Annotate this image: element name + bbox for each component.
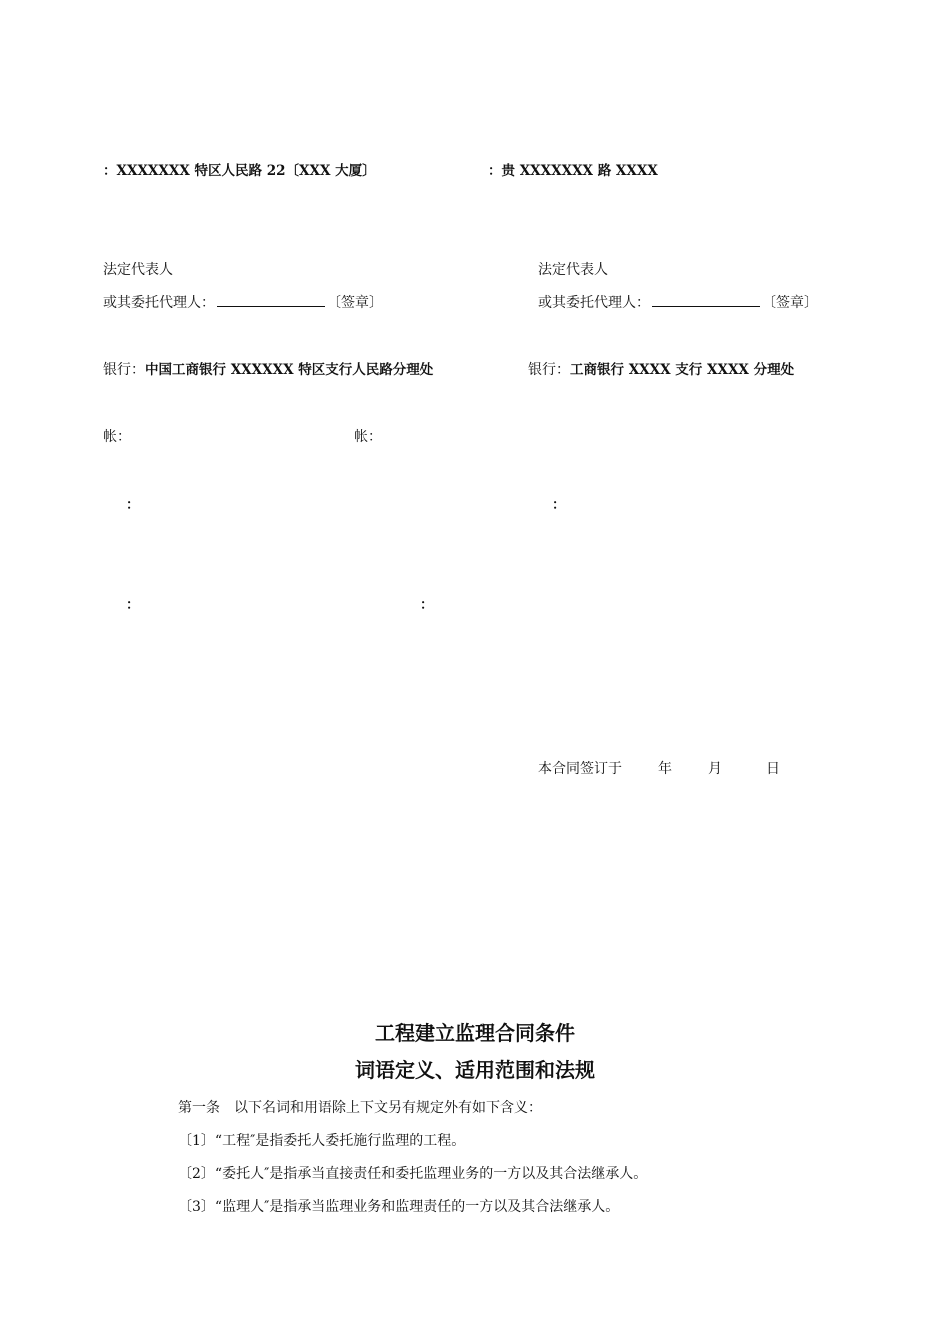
- signing-date-line: [538, 760, 780, 778]
- left-signature-blank: [217, 294, 325, 307]
- section-subtitle: 词语定义、适用范围和法规: [355, 1058, 595, 1082]
- signing-date-prefix: 本合同签订于: [538, 761, 622, 777]
- section-title: 工程建立监理合同条件: [375, 1021, 575, 1045]
- article-1-intro: 第一条 以下名词和用语除上下文另有规定外有如下含义：: [178, 1100, 542, 1116]
- left-bank-line: [103, 361, 433, 379]
- right-seal-label: 〔签章〕: [762, 295, 818, 311]
- definition-item: 〔1〕“工程″是指委托人委托施行监理的工程。: [178, 1133, 466, 1149]
- client-address: ：XXXXXXX 特区人民路 22〔XXX 大厦〕: [103, 163, 376, 179]
- colon-marker: ：: [126, 597, 140, 613]
- colon-marker: ：: [420, 597, 434, 613]
- right-agent-line: [538, 294, 818, 312]
- left-account-label: 帐：: [103, 429, 131, 445]
- right-bank-label: 银行：: [528, 362, 570, 378]
- supervisor-address: ：贵 XXXXXXX 路 XXXX: [488, 163, 658, 179]
- right-legal-rep-label: 法定代表人: [538, 262, 608, 278]
- left-seal-label: 〔签章〕: [327, 295, 383, 311]
- left-agent-line: [103, 294, 383, 312]
- right-signature-blank: [652, 294, 760, 307]
- left-bank-value: 中国工商银行 XXXXXX 特区支行人民路分理处: [145, 362, 434, 378]
- colon-marker: ：: [552, 497, 566, 513]
- right-account-label: 帐：: [354, 429, 382, 445]
- definition-item: 〔2〕“委托人″是指承当直接责任和委托监理业务的一方以及其合法继承人。: [178, 1166, 648, 1182]
- definition-item: 〔3〕“监理人″是指承当监理业务和监理责任的一方以及其合法继承人。: [178, 1199, 620, 1215]
- right-agent-label: 或其委托代理人：: [538, 295, 650, 311]
- colon-marker: ：: [126, 497, 140, 513]
- signing-date-month: 月: [708, 761, 722, 777]
- left-bank-label: 银行：: [103, 362, 145, 378]
- right-bank-line: [528, 361, 794, 379]
- left-agent-label: 或其委托代理人：: [103, 295, 215, 311]
- left-legal-rep-label: 法定代表人: [103, 262, 173, 278]
- signing-date-year: 年: [658, 761, 672, 777]
- signing-date-day: 日: [766, 761, 780, 777]
- right-bank-value: 工商银行 XXXX 支行 XXXX 分理处: [570, 362, 795, 378]
